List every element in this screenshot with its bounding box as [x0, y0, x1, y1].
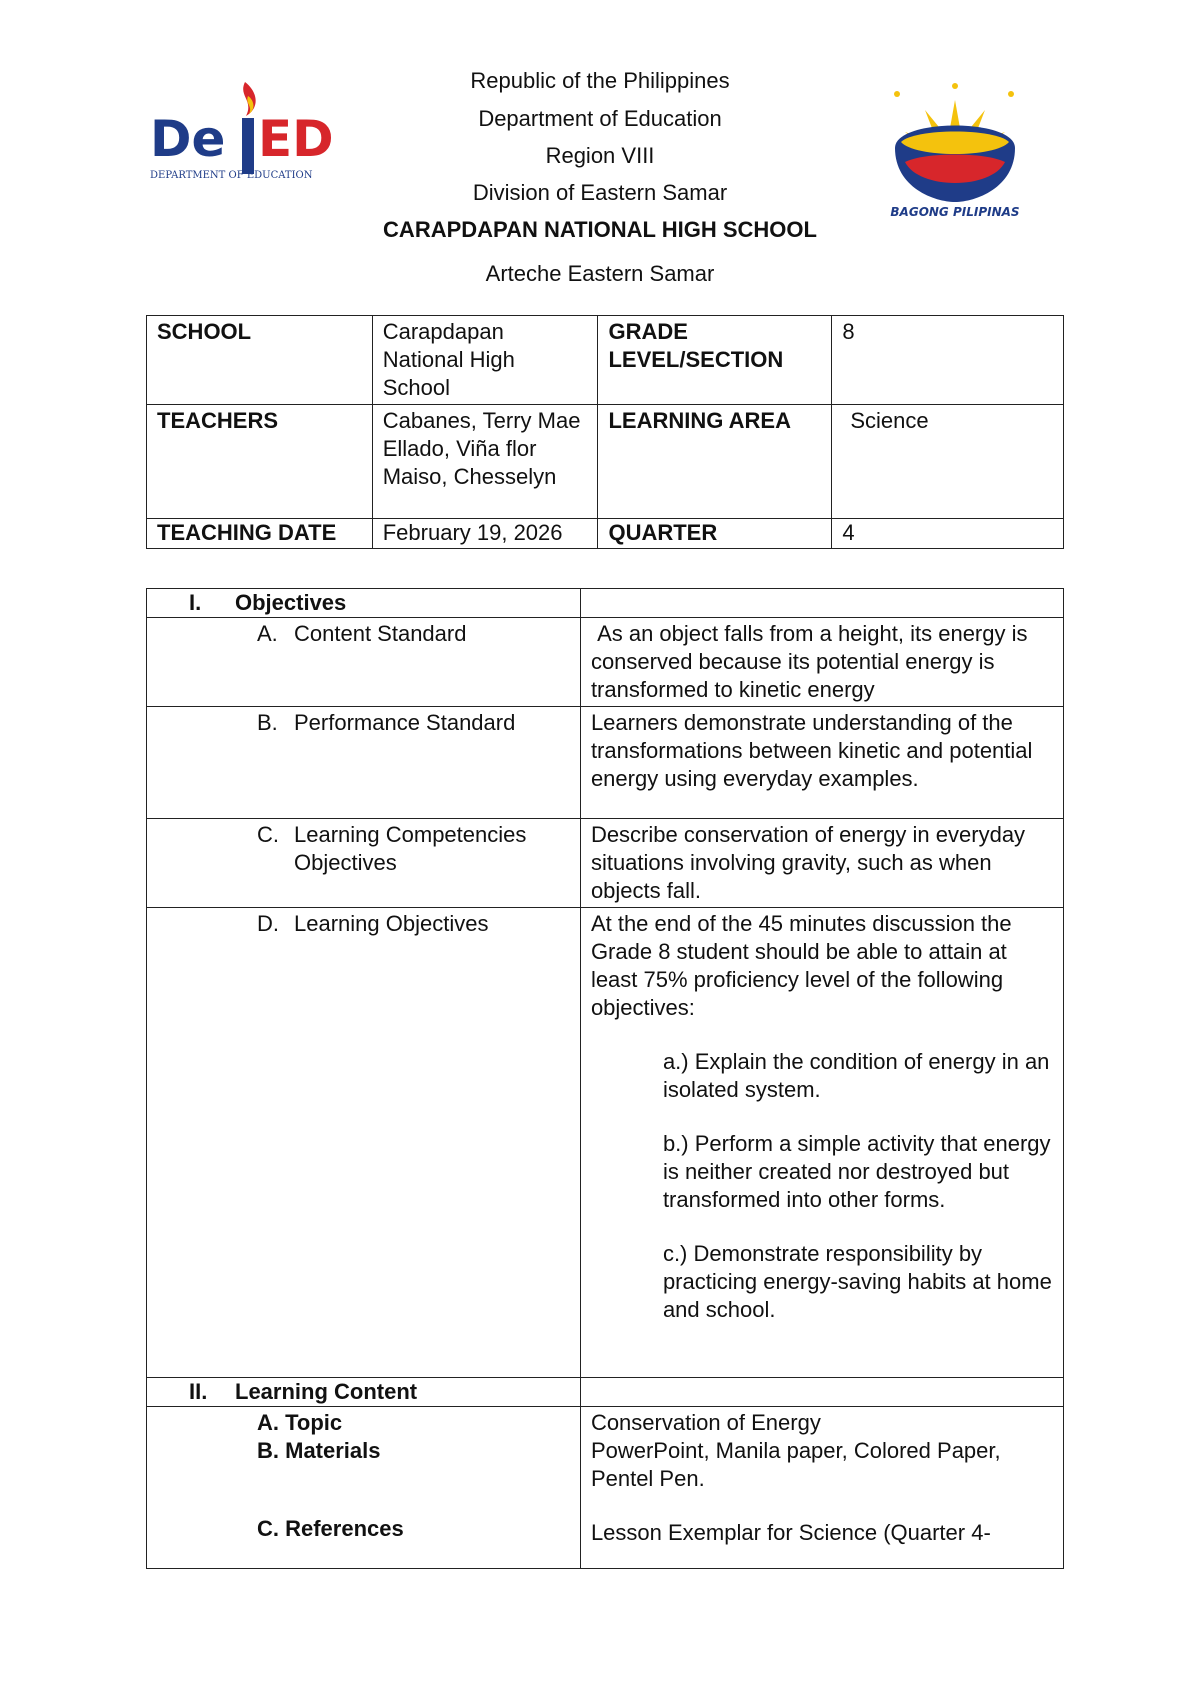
section-title: Objectives	[235, 590, 347, 615]
school-name: CARAPDAPAN NATIONAL HIGH SCHOOL	[383, 217, 817, 242]
section-number: II.	[189, 1379, 208, 1404]
learning-content-labels	[147, 1407, 581, 1569]
learning-objectives-label: D. Learning Objectives	[147, 908, 581, 1378]
section-content-header	[147, 1378, 581, 1407]
svg-text:DEPARTMENT OF EDUCATION: DEPARTMENT OF EDUCATION	[150, 170, 313, 181]
header-country: Republic of the Philippines	[470, 68, 730, 93]
topic-value: Conservation of Energy	[590, 1410, 821, 1435]
teacher-name: Ellado, Viña flor	[382, 436, 537, 461]
teacher-name: Maiso, Chesselyn	[382, 464, 557, 489]
school-location: Arteche Eastern Samar	[485, 261, 715, 286]
school-label: SCHOOL	[147, 316, 373, 405]
teaching-date-value: February 19, 2026	[372, 519, 598, 549]
learning-content-values	[580, 1407, 1063, 1569]
section-number: I.	[189, 590, 202, 615]
performance-standard-value: Learners demonstrate understanding of the transformations between kinetic and potential energy using everyday examples.	[580, 707, 1063, 819]
quarter-value: 4	[832, 519, 1064, 549]
grade-value: 8	[832, 316, 1064, 405]
section-objectives-header	[147, 589, 581, 618]
references-label: C. References	[257, 1516, 404, 1541]
svg-text:ED: ED	[258, 110, 334, 168]
svg-text:BAGONG PILIPINAS: BAGONG PILIPINAS	[890, 205, 1020, 218]
empty-cell	[580, 589, 1063, 618]
school-value: Carapdapan National High School	[372, 316, 598, 405]
objective-item: a.) Explain the condition of energy in an isolated system.	[662, 1049, 1050, 1102]
teacher-name: Cabanes, Terry Mae	[382, 408, 581, 433]
teachers-value	[372, 405, 598, 519]
content-standard-value: As an object falls from a height, its energy is conserved because its potential energy is transformed to kinetic energy	[580, 618, 1063, 707]
header-department: Department of Education	[478, 106, 722, 131]
empty-cell	[580, 1378, 1063, 1407]
teaching-date-label: TEACHING DATE	[147, 519, 373, 549]
quarter-label: QUARTER	[598, 519, 832, 549]
learning-area-value: Science	[832, 405, 1064, 519]
lesson-plan-table	[146, 588, 1064, 1569]
materials-value: PowerPoint, Manila paper, Colored Paper, Pentel Pen.	[590, 1438, 1001, 1491]
objectives-intro: At the end of the 45 minutes discussion the Grade 8 student should be able to attain at least 75% proficiency level of the following objectives:	[590, 911, 1012, 1020]
learning-competencies-value: Describe conservation of energy in everyday situations involving gravity, such as when objects fall.	[580, 819, 1063, 908]
learning-objectives-value	[580, 908, 1063, 1378]
header-region: Region VIII	[545, 143, 655, 168]
performance-standard-label: B. Performance Standard	[147, 707, 581, 819]
topic-label: A. Topic	[257, 1410, 343, 1435]
objective-item: c.) Demonstrate responsibility by practicing energy-saving habits at home and school.	[662, 1241, 1052, 1322]
learning-area-label: LEARNING AREA	[598, 405, 832, 519]
content-standard-label: A. Content Standard	[147, 618, 581, 707]
header-division: Division of Eastern Samar	[472, 180, 728, 205]
teachers-label: TEACHERS	[147, 405, 373, 519]
svg-text:De: De	[150, 110, 226, 168]
learning-competencies-label: C. Learning Competencies Objectives	[147, 819, 581, 908]
materials-label: B. Materials	[257, 1438, 381, 1463]
info-table	[146, 315, 1064, 549]
section-title: Learning Content	[235, 1379, 418, 1404]
objective-item: b.) Perform a simple activity that energy is neither created nor destroyed but transformed into other forms.	[662, 1131, 1051, 1212]
grade-label: GRADE LEVEL/SECTION	[598, 316, 832, 405]
references-value: Lesson Exemplar for Science (Quarter 4-	[590, 1520, 991, 1545]
